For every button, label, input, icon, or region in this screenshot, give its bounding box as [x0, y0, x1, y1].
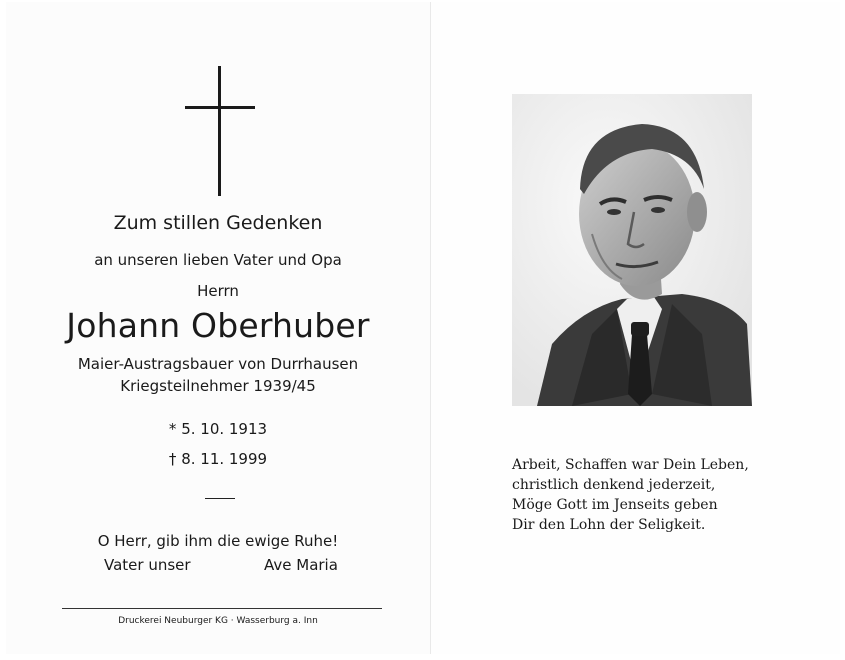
card-fold [430, 2, 431, 654]
prayer-vater-unser: Vater unser [104, 556, 191, 574]
occupation: Maier-Austragsbauer von Durrhausen [77, 355, 359, 373]
war-note: Kriegsteilnehmer 1939/45 [120, 377, 316, 395]
printer-credit: Druckerei Neuburger KG · Wasserburg a. Inn [118, 616, 318, 626]
cross-horizontal-bar [185, 106, 255, 109]
verse-line: Möge Gott im Jenseits geben [512, 497, 718, 513]
prayer-ave-maria: Ave Maria [264, 556, 338, 574]
divider-dash [205, 498, 235, 499]
deceased-name: Johann Oberhuber [66, 306, 370, 345]
cross-vertical-bar [218, 66, 221, 196]
memorial-subheading: an unseren lieben Vater und Opa [94, 251, 342, 269]
birth-date: * 5. 10. 1913 [168, 420, 268, 438]
footer-rule [62, 608, 382, 609]
verse-line: Arbeit, Schaffen war Dein Leben, [512, 457, 749, 473]
prayer-line: O Herr, gib ihm die ewige Ruhe! [97, 532, 339, 550]
verse-line: Dir den Lohn der Seligkeit. [512, 517, 706, 533]
memorial-verse [512, 455, 749, 535]
salutation: Herrn [197, 282, 239, 300]
portrait-photo [512, 94, 752, 406]
verse-line: christlich denkend jederzeit, [512, 477, 716, 493]
death-date: † 8. 11. 1999 [168, 450, 268, 468]
memorial-heading: Zum stillen Gedenken [113, 212, 323, 234]
